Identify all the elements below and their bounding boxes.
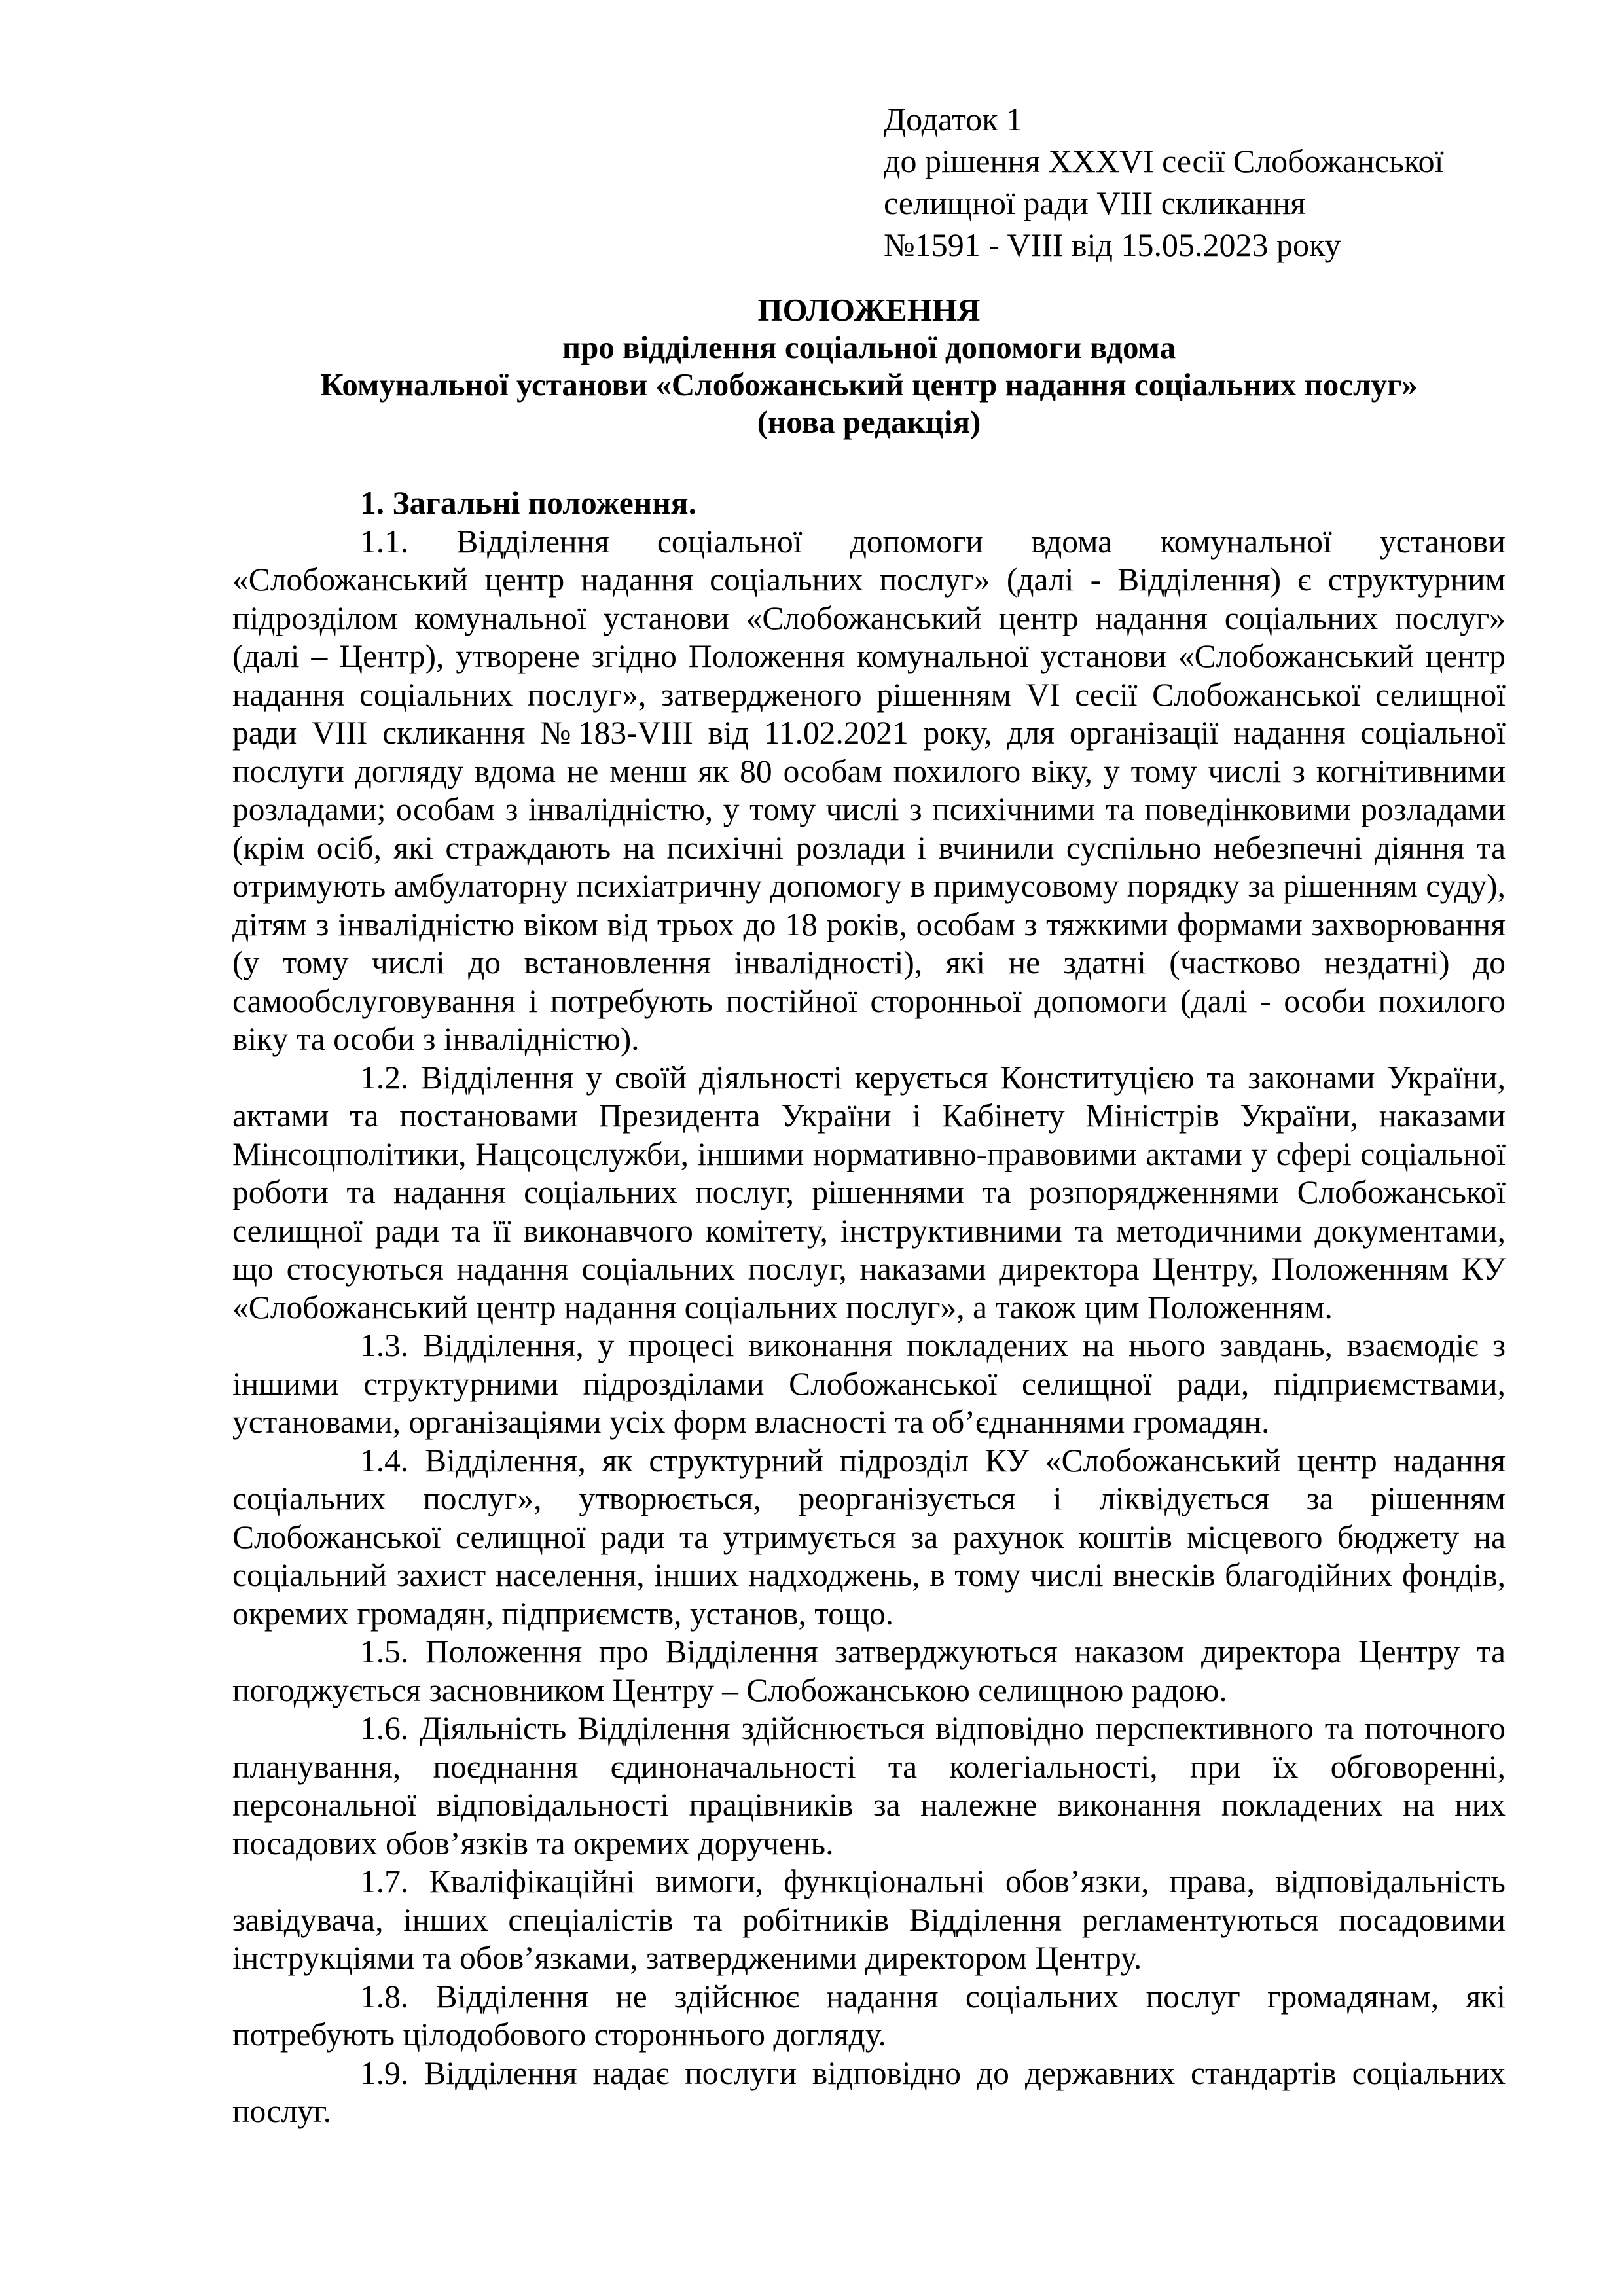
document-subtitle-edition: (нова редакція) [757,404,981,440]
annex-council-convocation: селищної ради VIII скликання [884,185,1306,221]
paragraph-1-4: 1.4. Відділення, як структурний підрозділ КУ «Слобожанський центр надання соціальних послуг», утворюється, реорганізується і ліквідується за рішенням Слобожанської селищної ради та утримується за рахунок коштів місцевого бюджету на соціальний захист населення, інших надходжень, в тому числі внесків благодійних фондів, окремих громадян, підприємств, установ, тощо. [232,1442,1506,1632]
paragraph-1-1: 1.1. Відділення соціальної допомоги вдома комунальної установи «Слобожанський центр надання соціальних послуг» (далі - Відділення) є структурним підрозділом комунальної установи «Слобожанський центр надання соціальних послуг» (далі – Центр), утворене згідно Положення комунальної установи «Слобожанський центр надання соціальних послуг», затвердженого рішенням VI сесії Слобожанської селищної ради VIII скликання №183-VIII від 11.02.2021 року, для організації надання соціальної послуги догляду вдома не менш як 80 особам похилого віку, у тому числі з когнітивними розладами; особам з інвалідністю, у тому числі з психічними та поведінковими розладами (крім осіб, які страждають на психічні розлади і вчинили суспільно небезпечні діяння та отримують амбулаторну психіатричну допомогу в примусовому порядку за рішенням суду), дітям з інвалідністю віком від трьох до 18 років, особам з тяжкими формами захворювання (у тому числі до встановлення інвалідності), які не здатні (частково нездатні) до самообслуговування і потребують постійної сторонньої допомоги (далі - особи похилого віку та особи з інвалідністю). [232,523,1506,1057]
paragraph-1-2: 1.2. Відділення у своїй діяльності керується Конституцією та законами України, актами та постановами Президента України і Кабінету Міністрів України, наказами Мінсоцполітики, Нацсоцслужби, іншими нормативно-правовими актами у сфері соціальної роботи та надання соціальних послуг, рішеннями та розпорядженнями Слобожанської селищної ради та її виконавчого комітету, інструктивними та методичними документами, що стосуються надання соціальних послуг, наказами директора Центру, Положенням КУ «Слобожанський центр надання соціальних послуг», а також цим Положенням. [232,1059,1506,1325]
paragraph-1-7: 1.7. Кваліфікаційні вимоги, функціональні обов’язки, права, відповідальність завідувача, інших спеціалістів та робітників Відділення регламентуються посадовими інструкціями та обов’язками, затвердженими директором Центру. [232,1863,1506,1976]
annex-reference-block [884,98,1443,266]
document-body [232,484,1506,2131]
paragraph-1-5: 1.5. Положення про Відділення затверджуються наказом директора Центру та погоджується засновником Центру – Слобожанською селищною радою. [232,1634,1506,1708]
document-title: ПОЛОЖЕННЯ [757,292,981,328]
document-subtitle-department: про відділення соціальної допомоги вдома [562,329,1176,365]
paragraph-1-8: 1.8. Відділення не здійснює надання соціальних послуг громадянам, які потребують цілодобового стороннього догляду. [232,1978,1506,2053]
section-heading-general-provisions: 1. Загальні положення. [360,485,696,521]
annex-number: Додаток 1 [884,101,1022,137]
document-subtitle-institution: Комунальної установи «Слобожанський центр надання соціальних послуг» [320,367,1418,403]
document-title-block [232,291,1506,440]
annex-decision-number-date: №1591 - VIII від 15.05.2023 року [884,226,1341,263]
paragraph-1-3: 1.3. Відділення, у процесі виконання покладених на нього завдань, взаємодіє з іншими структурними підрозділами Слобожанської селищної ради, підприємствами, установами, організаціями усіх форм власності та об’єднаннями громадян. [232,1327,1506,1440]
paragraph-1-6: 1.6. Діяльність Відділення здійснюється відповідно перспективного та поточного планування, поєднання єдиноначальності та колегіальності, при їх обговоренні, персональної відповідальності працівників за належне виконання покладених на них посадових обов’язків та окремих доручень. [232,1710,1506,1861]
annex-decision-session: до рішення XXXVI сесії Слобожанської [884,143,1444,179]
paragraph-1-9: 1.9. Відділення надає послуги відповідно до державних стандартів соціальних послуг. [232,2054,1506,2129]
